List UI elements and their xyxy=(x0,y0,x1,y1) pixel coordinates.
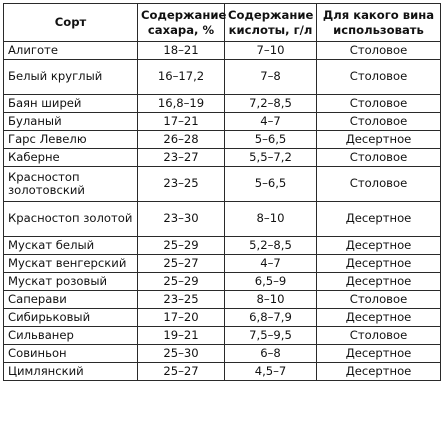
cell-sugar: 17–21 xyxy=(138,113,225,131)
cell-sort: Сибирьковый xyxy=(4,309,138,327)
cell-wine: Столовое xyxy=(317,60,441,95)
cell-acid: 8–10 xyxy=(225,291,317,309)
cell-sugar: 23–27 xyxy=(138,149,225,167)
cell-acid: 4–7 xyxy=(225,255,317,273)
cell-sort: Алиготе xyxy=(4,42,138,60)
table-row xyxy=(4,255,441,273)
cell-sort: Белый круглый xyxy=(4,60,138,95)
table-row xyxy=(4,113,441,131)
table-row xyxy=(4,167,441,202)
cell-sugar: 25–27 xyxy=(138,363,225,381)
table-row xyxy=(4,95,441,113)
cell-sort: Цимлянский xyxy=(4,363,138,381)
cell-sugar: 23–25 xyxy=(138,291,225,309)
cell-sugar: 25–27 xyxy=(138,255,225,273)
cell-acid: 6,8–7,9 xyxy=(225,309,317,327)
cell-sort: Гарс Левелю xyxy=(4,131,138,149)
cell-sugar: 17–20 xyxy=(138,309,225,327)
cell-acid: 8–10 xyxy=(225,202,317,237)
cell-acid: 7,2–8,5 xyxy=(225,95,317,113)
table-row xyxy=(4,291,441,309)
table-row xyxy=(4,309,441,327)
cell-sugar: 23–30 xyxy=(138,202,225,237)
table-row xyxy=(4,149,441,167)
cell-sort: Мускат розовый xyxy=(4,273,138,291)
cell-sort: Сильванер xyxy=(4,327,138,345)
cell-wine: Столовое xyxy=(317,95,441,113)
cell-acid: 4–7 xyxy=(225,113,317,131)
table-row xyxy=(4,60,441,95)
cell-sugar: 16–17,2 xyxy=(138,60,225,95)
cell-acid: 7–8 xyxy=(225,60,317,95)
cell-acid: 7–10 xyxy=(225,42,317,60)
cell-sort: Красностоп золотой xyxy=(4,202,138,237)
cell-wine: Десертное xyxy=(317,363,441,381)
grape-varieties-table xyxy=(3,3,441,381)
cell-wine: Десертное xyxy=(317,345,441,363)
cell-wine: Столовое xyxy=(317,167,441,202)
cell-acid: 5–6,5 xyxy=(225,167,317,202)
table-body xyxy=(4,42,441,381)
cell-sugar: 25–30 xyxy=(138,345,225,363)
table-row xyxy=(4,345,441,363)
cell-wine: Десертное xyxy=(317,131,441,149)
header-acid: Содержание кислоты, г/л xyxy=(225,4,317,42)
cell-sort: Саперави xyxy=(4,291,138,309)
cell-sort: Мускат белый xyxy=(4,237,138,255)
cell-sort: Красностоп золотовский xyxy=(4,167,138,202)
table-row xyxy=(4,237,441,255)
cell-wine: Столовое xyxy=(317,327,441,345)
table-row xyxy=(4,202,441,237)
cell-sugar: 25–29 xyxy=(138,273,225,291)
cell-sugar: 25–29 xyxy=(138,237,225,255)
cell-wine: Десертное xyxy=(317,255,441,273)
cell-wine: Столовое xyxy=(317,149,441,167)
cell-sort: Буланый xyxy=(4,113,138,131)
cell-acid: 6–8 xyxy=(225,345,317,363)
cell-sugar: 18–21 xyxy=(138,42,225,60)
cell-wine: Десертное xyxy=(317,273,441,291)
cell-acid: 7,5–9,5 xyxy=(225,327,317,345)
header-wine: Для какого вина использовать xyxy=(317,4,441,42)
cell-acid: 5,2–8,5 xyxy=(225,237,317,255)
cell-sort: Баян ширей xyxy=(4,95,138,113)
cell-wine: Столовое xyxy=(317,113,441,131)
cell-sort: Каберне xyxy=(4,149,138,167)
header-sugar: Содержание сахара, % xyxy=(138,4,225,42)
cell-sort: Мускат венгерский xyxy=(4,255,138,273)
cell-acid: 5,5–7,2 xyxy=(225,149,317,167)
cell-sugar: 26–28 xyxy=(138,131,225,149)
header-row xyxy=(4,4,441,42)
cell-acid: 5–6,5 xyxy=(225,131,317,149)
cell-wine: Столовое xyxy=(317,291,441,309)
table-row xyxy=(4,363,441,381)
header-sort: Сорт xyxy=(4,4,138,42)
cell-acid: 4,5–7 xyxy=(225,363,317,381)
cell-wine: Десертное xyxy=(317,309,441,327)
cell-sort: Совиньон xyxy=(4,345,138,363)
cell-sugar: 19–21 xyxy=(138,327,225,345)
cell-sugar: 23–25 xyxy=(138,167,225,202)
table-row xyxy=(4,273,441,291)
cell-wine: Десертное xyxy=(317,202,441,237)
cell-wine: Столовое xyxy=(317,42,441,60)
table-row xyxy=(4,131,441,149)
cell-acid: 6,5–9 xyxy=(225,273,317,291)
cell-sugar: 16,8–19 xyxy=(138,95,225,113)
table-row xyxy=(4,327,441,345)
cell-wine: Десертное xyxy=(317,237,441,255)
table-row xyxy=(4,42,441,60)
